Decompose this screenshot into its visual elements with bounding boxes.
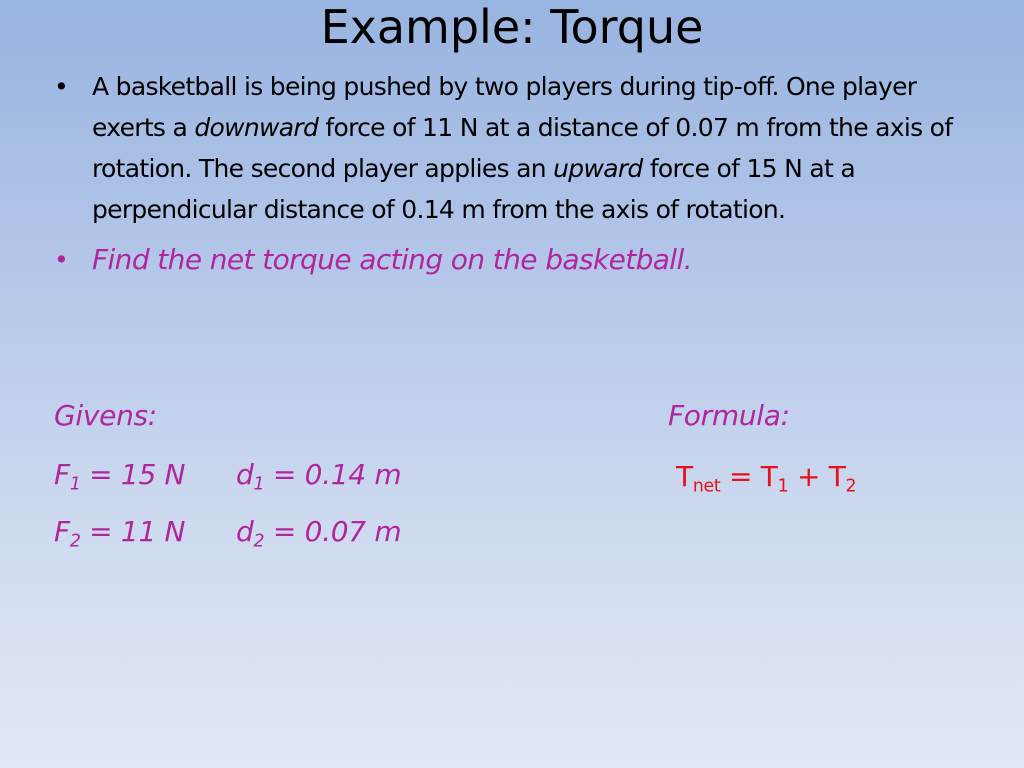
bullet-list — [54, 66, 974, 282]
givens-label: Givens: — [54, 399, 157, 432]
problem-text-part2: force of 11 N at a distance of 0.07 m from the axis of rotation. The second player applies an — [92, 113, 953, 183]
problem-emphasis-upward: upward — [553, 154, 643, 183]
question-text: Find the net torque acting on the basketball. — [92, 243, 692, 276]
slide-title: Example: Torque — [320, 0, 704, 54]
bullet-marker: • — [54, 245, 69, 274]
problem-statement — [54, 66, 974, 230]
problem-text-part3: force of 15 N at a perpendicular distance of 0.14 m from the axis of rotation. — [92, 154, 855, 224]
bullet-marker: • — [54, 72, 69, 101]
given-force-1: $F_1 = 15$ N — [54, 458, 186, 495]
problem-text-part1: A basketball is being pushed by two players during tip-off. One player exerts a — [92, 72, 917, 142]
given-force-2: $F_2 = 11$ N — [54, 515, 186, 552]
formula-label: Formula: — [668, 399, 790, 432]
question-statement — [54, 238, 974, 282]
given-distance-1: $d_1 = 0.14$ m — [236, 458, 402, 495]
problem-emphasis-downward: downward — [194, 113, 319, 142]
given-distance-2: $d_2 = 0.07$ m — [236, 515, 402, 552]
net-torque-formula: $T_{net} = T_1 + T_2$ — [676, 460, 857, 497]
